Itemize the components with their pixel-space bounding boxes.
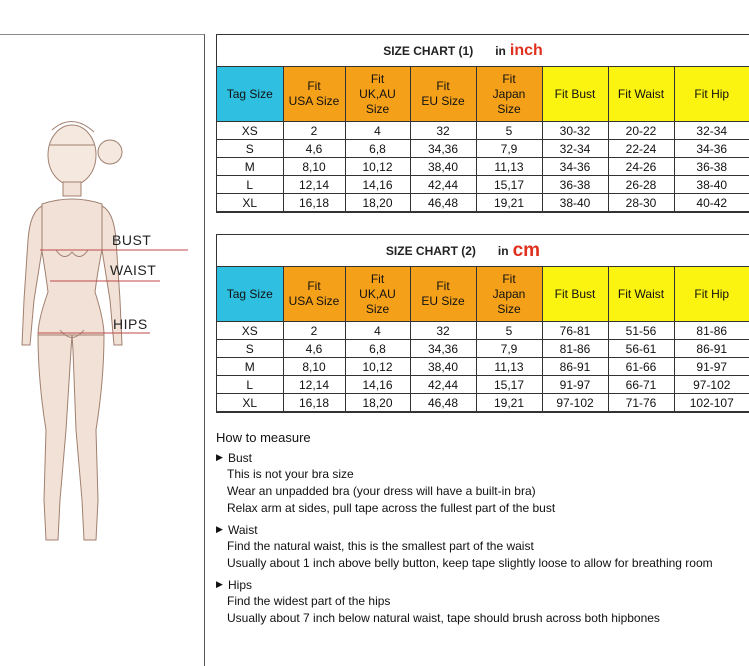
table-cell: 2 bbox=[283, 122, 345, 140]
table-cell: 34-36 bbox=[674, 140, 749, 158]
table-cell: 5 bbox=[476, 322, 542, 340]
header-line: Fit bbox=[307, 279, 321, 293]
table-cell: 6,8 bbox=[345, 140, 410, 158]
header-tag-size: Tag Size bbox=[217, 67, 283, 122]
table-cell: 24-26 bbox=[608, 158, 674, 176]
how-to-measure bbox=[216, 430, 749, 631]
table-cell: 4 bbox=[345, 322, 410, 340]
table-row bbox=[217, 194, 749, 212]
table-cell: 4 bbox=[345, 122, 410, 140]
header-line: Fit bbox=[502, 71, 516, 86]
chart-unit-prefix: in bbox=[495, 43, 506, 58]
table-cell: M bbox=[217, 358, 283, 376]
table-cell: 2 bbox=[283, 322, 345, 340]
table-row bbox=[217, 176, 749, 194]
table-cell: 10,12 bbox=[345, 158, 410, 176]
header-uk-au-size bbox=[345, 267, 410, 322]
header-line: Size bbox=[365, 101, 390, 116]
table-cell: 97-102 bbox=[674, 376, 749, 394]
triangle-bullet-icon: ▶ bbox=[216, 452, 223, 462]
header-line: USA Size bbox=[288, 294, 340, 308]
measure-section bbox=[216, 576, 749, 627]
table-cell: L bbox=[217, 376, 283, 394]
table-cell: 42,44 bbox=[410, 176, 476, 194]
table-cell: 71-76 bbox=[608, 394, 674, 412]
table-cell: 18,20 bbox=[345, 194, 410, 212]
table-header-row bbox=[217, 67, 749, 122]
table-cell: 22-24 bbox=[608, 140, 674, 158]
table-cell: 19,21 bbox=[476, 194, 542, 212]
header-fit-bust: Fit Bust bbox=[542, 67, 608, 122]
table-cell: 86-91 bbox=[542, 358, 608, 376]
table-cell: 15,17 bbox=[476, 376, 542, 394]
measure-section-heading bbox=[216, 576, 749, 593]
table-cell: 38,40 bbox=[410, 358, 476, 376]
table-cell: 32-34 bbox=[542, 140, 608, 158]
table-cell: 42,44 bbox=[410, 376, 476, 394]
table-row bbox=[217, 122, 749, 140]
table-cell: 4,6 bbox=[283, 340, 345, 358]
size-chart-cm bbox=[216, 234, 749, 413]
table-cell: 14,16 bbox=[345, 376, 410, 394]
measure-title: How to measure bbox=[216, 430, 311, 445]
header-line: Fit bbox=[370, 271, 385, 286]
table-row bbox=[217, 394, 749, 412]
table-cell: 34,36 bbox=[410, 340, 476, 358]
header-line: EU Size bbox=[421, 94, 465, 108]
header-line: USA Size bbox=[288, 94, 340, 108]
header-tag-size: Tag Size bbox=[217, 267, 283, 322]
table-cell: 7,9 bbox=[476, 140, 542, 158]
table-cell: 26-28 bbox=[608, 176, 674, 194]
table-cell: 36-38 bbox=[674, 158, 749, 176]
header-line: Fit bbox=[436, 79, 450, 93]
table-row bbox=[217, 322, 749, 340]
header-japan-size bbox=[476, 67, 542, 122]
table-row bbox=[217, 376, 749, 394]
header-japan-size bbox=[476, 267, 542, 322]
measure-heading-text: Waist bbox=[228, 522, 258, 537]
table-cell: 16,18 bbox=[283, 394, 345, 412]
table-cell: S bbox=[217, 140, 283, 158]
table-cell: 38-40 bbox=[542, 194, 608, 212]
header-fit-hip: Fit Hip bbox=[674, 267, 749, 322]
chart-unit-prefix: in bbox=[497, 243, 509, 258]
table-cell: 6,8 bbox=[345, 340, 410, 358]
header-fit-hip: Fit Hip bbox=[674, 67, 749, 122]
table-cell: 56-61 bbox=[608, 340, 674, 358]
table-cell: 38,40 bbox=[410, 158, 476, 176]
waist-label: WAIST bbox=[110, 262, 157, 278]
chart-title bbox=[217, 235, 749, 267]
table-cell: 97-102 bbox=[542, 394, 608, 412]
table-cell: 40-42 bbox=[674, 194, 749, 212]
measure-line: Find the widest part of the hips bbox=[227, 594, 391, 608]
table-cell: 61-66 bbox=[608, 358, 674, 376]
triangle-bullet-icon: ▶ bbox=[216, 579, 223, 589]
table-cell: 34,36 bbox=[410, 140, 476, 158]
size-table bbox=[217, 67, 749, 212]
table-cell: 66-71 bbox=[608, 376, 674, 394]
table-cell: 14,16 bbox=[345, 176, 410, 194]
size-table-body bbox=[217, 67, 749, 212]
header-usa-size bbox=[283, 267, 345, 322]
table-cell: 81-86 bbox=[674, 322, 749, 340]
header-eu-size bbox=[410, 267, 476, 322]
table-cell: 20-22 bbox=[608, 122, 674, 140]
chart-title bbox=[217, 35, 749, 67]
table-row bbox=[217, 340, 749, 358]
table-cell: 12,14 bbox=[283, 376, 345, 394]
triangle-bullet-icon: ▶ bbox=[216, 524, 223, 534]
header-line: Fit bbox=[436, 279, 450, 293]
table-cell: 12,14 bbox=[283, 176, 345, 194]
table-cell: XS bbox=[217, 122, 283, 140]
measure-sections bbox=[216, 449, 749, 627]
table-header-row bbox=[217, 267, 749, 322]
table-cell: 46,48 bbox=[410, 394, 476, 412]
bust-label: BUST bbox=[112, 232, 152, 248]
table-cell: 91-97 bbox=[674, 358, 749, 376]
header-line: Size bbox=[497, 101, 521, 116]
table-cell: 76-81 bbox=[542, 322, 608, 340]
table-cell: 11,13 bbox=[476, 158, 542, 176]
header-line: UK,AU bbox=[359, 86, 396, 101]
table-cell: L bbox=[217, 176, 283, 194]
measure-line: Usually about 1 inch above belly button, keep tape slightly loose to allow for breathing room bbox=[227, 556, 713, 570]
table-cell: 8,10 bbox=[283, 358, 345, 376]
header-line: Fit bbox=[502, 271, 516, 286]
table-cell: S bbox=[217, 340, 283, 358]
chart-unit: inch bbox=[509, 41, 543, 59]
chart-title-text: SIZE CHART (2) bbox=[385, 243, 476, 258]
header-line: Japan bbox=[492, 286, 526, 301]
table-row bbox=[217, 140, 749, 158]
table-cell: XL bbox=[217, 394, 283, 412]
table-cell: 32-34 bbox=[674, 122, 749, 140]
table-row bbox=[217, 358, 749, 376]
header-eu-size bbox=[410, 67, 476, 122]
table-cell: 102-107 bbox=[674, 394, 749, 412]
table-cell: 91-97 bbox=[542, 376, 608, 394]
table-cell: 11,13 bbox=[476, 358, 542, 376]
measure-section-heading bbox=[216, 449, 749, 466]
table-cell: 5 bbox=[476, 122, 542, 140]
size-table bbox=[217, 267, 749, 412]
table-cell: 28-30 bbox=[608, 194, 674, 212]
size-chart-inch bbox=[216, 34, 749, 213]
measure-line: Find the natural waist, this is the smallest part of the waist bbox=[227, 539, 534, 553]
header-fit-waist: Fit Waist bbox=[608, 67, 674, 122]
table-row bbox=[217, 158, 749, 176]
measure-line: Wear an unpadded bra (your dress will have a built-in bra) bbox=[227, 484, 536, 498]
measure-section-heading bbox=[216, 521, 749, 538]
table-cell: XS bbox=[217, 322, 283, 340]
measure-line: Usually about 7 inch below natural waist, tape should brush across both hipbones bbox=[227, 611, 660, 625]
measure-line: This is not your bra size bbox=[227, 467, 354, 481]
header-line: Size bbox=[497, 301, 521, 316]
header-fit-bust: Fit Bust bbox=[542, 267, 608, 322]
table-cell: 30-32 bbox=[542, 122, 608, 140]
measure-section bbox=[216, 449, 749, 517]
header-line: UK,AU bbox=[359, 286, 396, 301]
measure-section bbox=[216, 521, 749, 572]
header-usa-size bbox=[283, 67, 345, 122]
table-cell: 46,48 bbox=[410, 194, 476, 212]
table-cell: 51-56 bbox=[608, 322, 674, 340]
table-cell: 18,20 bbox=[345, 394, 410, 412]
table-cell: 81-86 bbox=[542, 340, 608, 358]
table-cell: 36-38 bbox=[542, 176, 608, 194]
header-line: Japan bbox=[492, 86, 526, 101]
table-cell: 4,6 bbox=[283, 140, 345, 158]
header-uk-au-size bbox=[345, 67, 410, 122]
header-line: EU Size bbox=[421, 294, 465, 308]
header-line: Size bbox=[365, 301, 390, 316]
chart-unit: cm bbox=[512, 239, 541, 261]
table-cell: 32 bbox=[410, 122, 476, 140]
table-cell: 38-40 bbox=[674, 176, 749, 194]
table-cell: 86-91 bbox=[674, 340, 749, 358]
table-cell: M bbox=[217, 158, 283, 176]
chart-title-text: SIZE CHART (1) bbox=[383, 43, 474, 58]
hips-label: HIPS bbox=[113, 316, 148, 332]
measure-heading-text: Hips bbox=[228, 577, 253, 592]
table-cell: 16,18 bbox=[283, 194, 345, 212]
header-fit-waist: Fit Waist bbox=[608, 267, 674, 322]
body-figure-illustration bbox=[0, 0, 205, 666]
table-cell: 7,9 bbox=[476, 340, 542, 358]
size-table-body bbox=[217, 267, 749, 412]
measure-heading-text: Bust bbox=[228, 450, 253, 465]
header-line: Fit bbox=[370, 71, 385, 86]
table-cell: XL bbox=[217, 194, 283, 212]
table-cell: 15,17 bbox=[476, 176, 542, 194]
table-cell: 10,12 bbox=[345, 358, 410, 376]
header-line: Fit bbox=[307, 79, 321, 93]
table-cell: 19,21 bbox=[476, 394, 542, 412]
table-cell: 34-36 bbox=[542, 158, 608, 176]
measure-line: Relax arm at sides, pull tape across the fullest part of the bust bbox=[227, 501, 556, 515]
table-cell: 8,10 bbox=[283, 158, 345, 176]
table-cell: 32 bbox=[410, 322, 476, 340]
